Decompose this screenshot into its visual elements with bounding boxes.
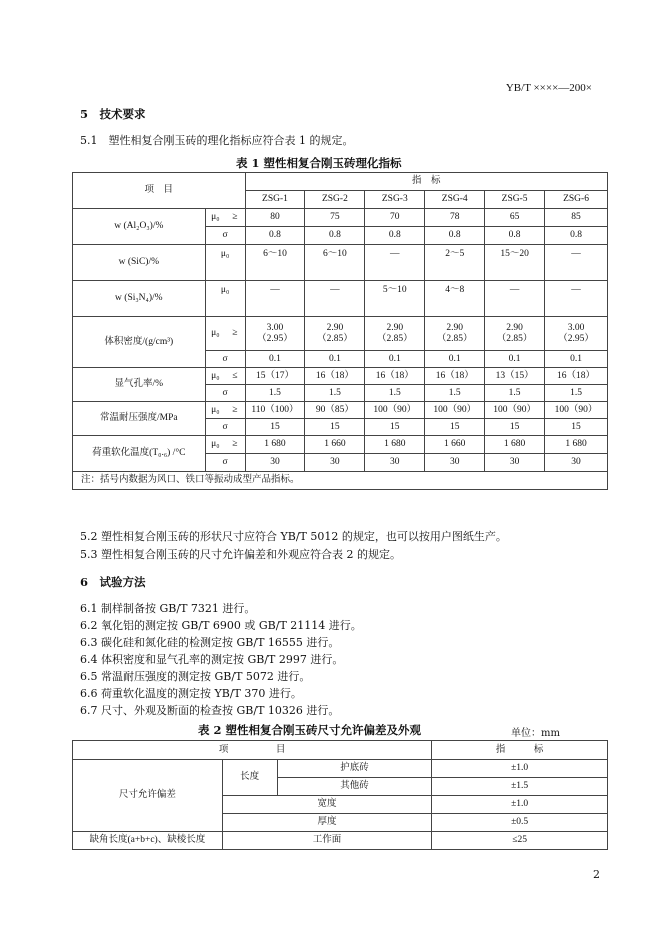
- cell: 15: [485, 419, 545, 436]
- sigma-symbol: σ: [205, 454, 245, 472]
- row-label-si3n4: w (Si₃N₄)/%: [73, 281, 206, 317]
- cell: 15: [365, 419, 425, 436]
- cell: 15～20: [485, 245, 545, 281]
- cell-density-3: [365, 317, 425, 351]
- density-alt-value: （2.95）: [558, 333, 594, 344]
- cell: ±1.0: [432, 760, 608, 778]
- row-label: 其他砖: [277, 778, 432, 796]
- cell: 0.1: [425, 351, 485, 368]
- cell: 4～8: [425, 281, 485, 317]
- sigma-symbol: σ: [205, 227, 245, 245]
- row-label-al2o3: w (Al₂O₃)/%: [73, 209, 206, 245]
- mu-symbol: μ₀: [205, 281, 245, 317]
- cell-density-1: [245, 317, 305, 351]
- density-value: 2.90: [386, 322, 404, 333]
- mu-symbol: μ₀: [205, 402, 225, 419]
- cell: —: [485, 281, 545, 317]
- clause-6-4: 6.4 体积密度和显气孔率的测定按 GB/T 2997 进行。: [80, 653, 344, 666]
- sigma-symbol: σ: [205, 351, 245, 368]
- cell: 16（18）: [305, 368, 365, 385]
- cell: 0.1: [485, 351, 545, 368]
- cell: 15（17）: [245, 368, 305, 385]
- cell: 15: [425, 419, 485, 436]
- cell: 1.5: [545, 385, 608, 402]
- row-label: 护底砖: [277, 760, 432, 778]
- grade-zsg5: ZSG-5: [485, 191, 545, 209]
- table1: [72, 172, 608, 490]
- cell: 16（18）: [425, 368, 485, 385]
- clause-6-2: 6.2 氧化铝的测定按 GB/T 6900 或 GB/T 21114 进行。: [80, 619, 362, 632]
- cell: 75: [305, 209, 365, 227]
- cell: 30: [305, 454, 365, 472]
- clause-6-5: 6.5 常温耐压强度的测定按 GB/T 5072 进行。: [80, 670, 311, 683]
- table1-head-item: 项 目: [73, 173, 246, 209]
- cell: 78: [425, 209, 485, 227]
- ge-symbol: ≥: [225, 317, 245, 351]
- density-alt-value: （2.85）: [436, 333, 473, 344]
- table2-head-item: 项 目: [73, 741, 432, 760]
- table2-unit: 单位：mm: [511, 728, 560, 739]
- cell: —: [305, 281, 365, 317]
- cell: —: [545, 281, 608, 317]
- cell: 1 680: [245, 436, 305, 454]
- grade-zsg2: ZSG-2: [305, 191, 365, 209]
- clause-5-3: 5.3 塑性相复合刚玉砖的尺寸允许偏差和外观应符合表 2 的规定。: [80, 548, 401, 561]
- cell: 1.5: [425, 385, 485, 402]
- density-alt-value: （2.95）: [257, 333, 293, 344]
- cell: 1 660: [425, 436, 485, 454]
- cell: 0.8: [485, 227, 545, 245]
- density-value: 2.90: [506, 322, 523, 333]
- cell: ±1.0: [432, 796, 608, 814]
- table2-caption: 表 2 塑性相复合刚玉砖尺寸允许偏差及外观: [198, 723, 422, 737]
- working-face-label: 工作面: [222, 832, 432, 850]
- cell: 100（90）: [485, 402, 545, 419]
- cell-density-4: [425, 317, 485, 351]
- page-number: 2: [593, 868, 600, 881]
- corner-defect-label: 缺角长度(a+b+c)、缺棱长度: [73, 832, 223, 850]
- cell: 0.1: [245, 351, 305, 368]
- cell: 15: [305, 419, 365, 436]
- cell: 100（90）: [365, 402, 425, 419]
- ge-symbol: ≥: [225, 436, 245, 454]
- density-value: 3.00: [266, 322, 284, 333]
- cell: 1.5: [305, 385, 365, 402]
- cell: 15: [545, 419, 608, 436]
- cell: 15: [245, 419, 305, 436]
- cell: 80: [245, 209, 305, 227]
- mu-symbol: μ₀: [205, 209, 225, 227]
- cell: 110（100）: [245, 402, 305, 419]
- standard-code: YB/T ××××—200×: [505, 82, 592, 94]
- cell: ±1.5: [432, 778, 608, 796]
- cell: 30: [245, 454, 305, 472]
- cell: 5～10: [365, 281, 425, 317]
- density-alt-value: （2.85）: [317, 333, 353, 344]
- row-label-sic: w (SiC)/%: [73, 245, 206, 281]
- cell: 16（18）: [365, 368, 425, 385]
- table1-head-index: 指 标: [245, 173, 607, 191]
- cell: 90（85）: [305, 402, 365, 419]
- cell: 0.8: [305, 227, 365, 245]
- cell: 0.8: [365, 227, 425, 245]
- le-symbol: ≤: [225, 368, 245, 385]
- cell: —: [545, 245, 608, 281]
- cell: 65: [485, 209, 545, 227]
- cell: 1.5: [485, 385, 545, 402]
- clause-6-3: 6.3 碳化硅和氮化硅的检测定按 GB/T 16555 进行。: [80, 636, 340, 649]
- cell: 1 660: [305, 436, 365, 454]
- density-value: 2.90: [326, 322, 344, 333]
- cell: ≤25: [432, 832, 608, 850]
- cell: 0.8: [425, 227, 485, 245]
- cell: 6～10: [245, 245, 305, 281]
- density-alt-value: （2.85）: [496, 333, 533, 344]
- cell: 0.1: [305, 351, 365, 368]
- length-label: 长度: [222, 760, 277, 796]
- row-label: 厚度: [222, 814, 432, 832]
- table2: [72, 740, 608, 850]
- clause-5-1: 5.1 塑性相复合刚玉砖的理化指标应符合表 1 的规定。: [80, 134, 354, 147]
- grade-zsg1: ZSG-1: [245, 191, 305, 209]
- ge-symbol: ≥: [225, 209, 245, 227]
- table1-note: 注：括号内数据为风口、铁口等振动成型产品指标。: [73, 472, 608, 490]
- row-label-porosity: 显气孔率/%: [73, 368, 206, 402]
- cell: 30: [425, 454, 485, 472]
- section-5-title: 5 技术要求: [80, 107, 146, 121]
- cell: —: [365, 245, 425, 281]
- cell: 16（18）: [545, 368, 608, 385]
- density-value: 2.90: [446, 322, 464, 333]
- cell: 13（15）: [485, 368, 545, 385]
- cell: 1 680: [485, 436, 545, 454]
- mu-symbol: μ₀: [205, 436, 225, 454]
- cell: 30: [545, 454, 608, 472]
- row-label-density: 体积密度/(g/cm³): [73, 317, 206, 368]
- cell: 1 680: [545, 436, 608, 454]
- sigma-symbol: σ: [205, 385, 245, 402]
- cell: 0.8: [545, 227, 608, 245]
- cell: 85: [545, 209, 608, 227]
- mu-symbol: μ₀: [205, 245, 245, 281]
- clause-6-7: 6.7 尺寸、外观及断面的检查按 GB/T 10326 进行。: [80, 704, 340, 717]
- clause-6-6: 6.6 荷重软化温度的测定按 YB/T 370 进行。: [80, 687, 302, 700]
- cell: 2～5: [425, 245, 485, 281]
- cell: 1 680: [365, 436, 425, 454]
- table2-head-index: 指 标: [432, 741, 608, 760]
- cell: 70: [365, 209, 425, 227]
- table1-caption: 表 1 塑性相复合刚玉砖理化指标: [236, 156, 402, 170]
- section-6-title: 6 试验方法: [80, 575, 146, 589]
- cell-density-5: [485, 317, 545, 351]
- row-label: 宽度: [222, 796, 432, 814]
- cell: 1.5: [245, 385, 305, 402]
- cell: 0.1: [365, 351, 425, 368]
- cell: 6～10: [305, 245, 365, 281]
- cell: ±0.5: [432, 814, 608, 832]
- density-alt-value: （2.85）: [376, 333, 413, 344]
- cell: 0.8: [245, 227, 305, 245]
- grade-zsg3: ZSG-3: [365, 191, 425, 209]
- clause-5-2: 5.2 塑性相复合刚玉砖的形状尺寸应符合 YB/T 5012 的规定，也可以按用户图纸生产。: [80, 530, 507, 543]
- cell: 100（90）: [425, 402, 485, 419]
- cell-density-2: [305, 317, 365, 351]
- ge-symbol: ≥: [225, 402, 245, 419]
- mu-symbol: μ₀: [205, 317, 225, 351]
- cell: —: [245, 281, 305, 317]
- cell: 0.1: [545, 351, 608, 368]
- row-label-rul: 荷重软化温度(T₀.₆) /°C: [73, 436, 206, 472]
- density-value: 3.00: [567, 322, 585, 333]
- grade-zsg6: ZSG-6: [545, 191, 608, 209]
- mu-symbol: μ₀: [205, 368, 225, 385]
- sigma-symbol: σ: [205, 419, 245, 436]
- row-label-strength: 常温耐压强度/MPa: [73, 402, 206, 436]
- grade-zsg4: ZSG-4: [425, 191, 485, 209]
- clause-6-1: 6.1 制样制备按 GB/T 7321 进行。: [80, 602, 256, 615]
- dim-tolerance-group: 尺寸允许偏差: [73, 760, 223, 832]
- cell-density-6: [545, 317, 608, 351]
- cell: 30: [485, 454, 545, 472]
- cell: 1.5: [365, 385, 425, 402]
- cell: 30: [365, 454, 425, 472]
- cell: 100（90）: [545, 402, 608, 419]
